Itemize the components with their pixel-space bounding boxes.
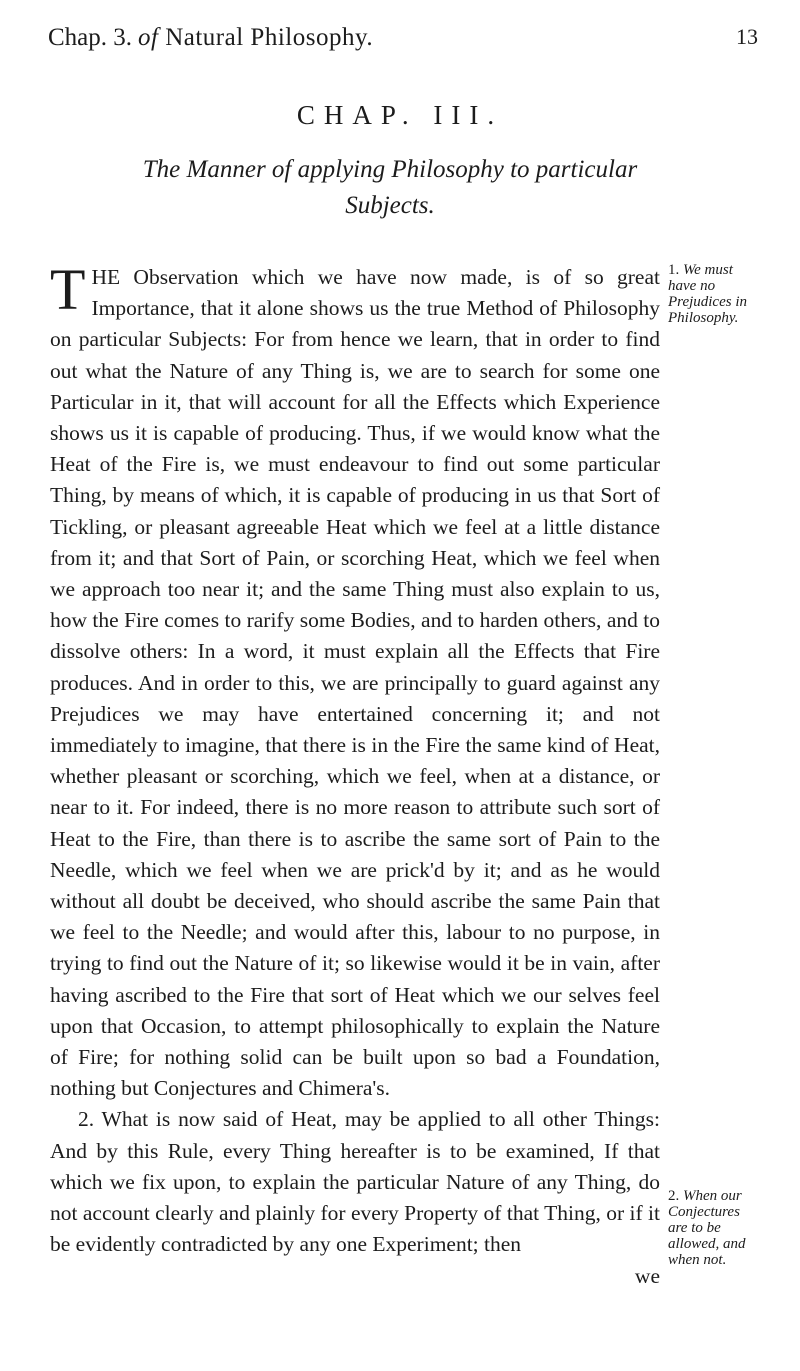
chapter-heading: CHAP. III.: [296, 100, 504, 130]
catchword: we: [634, 1263, 660, 1288]
paragraph-2: 2. What is now said of Heat, may be applied to all other Things: And by this Rule, every Thing hereafter is to be examined, If that which we fix upon, to explain the particular Nature of any Thing, do not account clearly and plainly for every Property of that Thing, or if it be evidently contradicted by any one Experiment; then: [50, 1107, 660, 1257]
paragraph-1-text: HE Observation which we have now made, is of so great Importance, that it alone shows us the true Method of Philosophy on particular Subjects: For from hence we learn, that in order to find out what the Nature of any Thing is, we are to search for some one Particular in it, that will account for all the Effects which Experience shows us it is capable of producing. Thus, if we would know what the Heat of the Fire is, we must endeavour to find out some particular Thing, by means of which, it is capable of producing in us that Sort of Tickling, or pleasant agreeable Heat which we feel at a little distance from it; and that Sort of Pain, or scorching Heat, which we feel when we approach too near it; and the same Thing must also explain to us, how the Fire comes to rarify some Bodies, and to harden others, and to dissolve others: In a word, it must explain all the Effects that Fire produces. And in order to this, we are principally to guard against any Prejudices we may have entertained concerning it; and not immediately to imagine, that there is in the Fire the same kind of Heat, whether pleasant or scorching, which we feel, when at a distance, or near to it. For indeed, there is no more reason to attribute such sort of Heat to the Fire, than there is to ascribe the same sort of Pain to the Needle, which we feel when we are prick'd by it; and as he would without all doubt be deceived, who should ascribe the same Pain that we feel to the Needle; and would after this, labour to no purpose, in trying to find out the Nature of it; so likewise would it be in vain, after having ascribed to the Fire that sort of Heat which we our selves feel upon that Occasion, to attempt philosophically to explain the Nature of Fire; for nothing solid can be built upon so bad a Foundation, nothing but Conjectures and Chimera's.: [50, 265, 660, 1101]
marginal-note-2-number: 2.: [668, 1188, 680, 1204]
chapter-subtitle: The Manner of applying Philosophy to particular Subjects.: [142, 156, 638, 219]
page-number: 13: [736, 24, 758, 49]
running-head-title-text: Natural Philosophy.: [165, 24, 374, 51]
running-head-title-prefix: of: [138, 24, 159, 51]
marginal-note-2: [668, 1188, 760, 1268]
running-head-chapter: Chap. 3.: [48, 24, 133, 51]
body-text: [50, 257, 660, 1292]
marginal-note-2-text: When our Conjectures are to be allowed, and when not.: [668, 1188, 746, 1268]
marginal-note-1: [668, 262, 760, 326]
drop-cap: T: [50, 257, 86, 322]
paragraph-1: [50, 257, 660, 1104]
marginal-note-1-text: We must have no Prejudices in Philosophy.: [668, 262, 748, 326]
marginal-note-1-number: 1.: [668, 262, 680, 278]
running-head-title: [138, 24, 373, 52]
running-head: [48, 22, 758, 62]
